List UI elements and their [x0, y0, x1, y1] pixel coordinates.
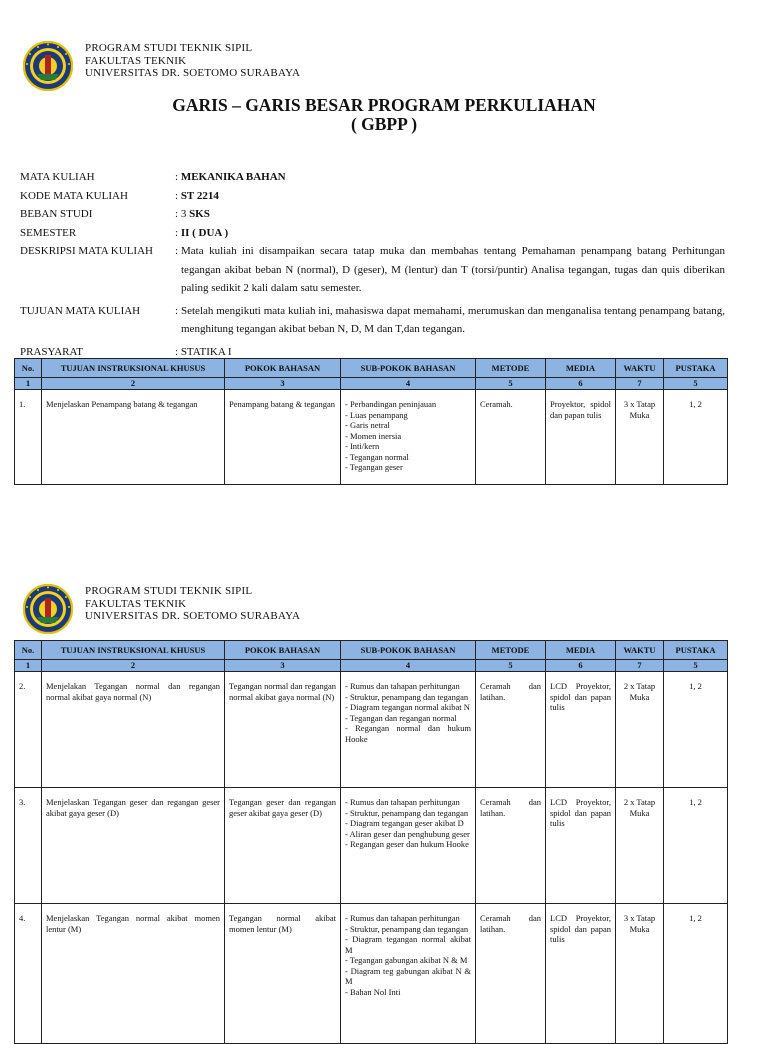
row-time: 3 x Tatap Muka: [616, 390, 664, 485]
subtopic-item: - Inti/kern: [345, 441, 380, 451]
row-number: 2.: [15, 672, 42, 788]
column-number-row: [15, 660, 728, 672]
col-num: 2: [42, 378, 225, 390]
table-body-page2: [15, 672, 728, 1044]
col-num: 7: [616, 378, 664, 390]
table-row: [15, 904, 728, 1044]
row-objective: Menjelakan Tegangan normal dan regangan normal akibat gaya normal (N): [42, 672, 225, 788]
subtopic-item: - Bahan Nol Inti: [345, 986, 401, 997]
course-code-label: KODE MATA KULIAH: [20, 189, 128, 202]
col-num: 2: [42, 660, 225, 672]
row-subtopics: [341, 904, 476, 1044]
column-number-row: [15, 378, 728, 390]
semester-row: [20, 224, 725, 243]
subtopic-item: - Tegangan normal: [345, 451, 409, 462]
row-topic: Tegangan normal akibat momen lentur (M): [225, 904, 341, 1044]
header-metode: METODE: [476, 641, 546, 660]
header-waktu: WAKTU: [616, 641, 664, 660]
subtopic-item: - Diagram teg gabungan akibat N & M: [345, 965, 471, 986]
institution-university: UNIVERSITAS DR. SOETOMO SURABAYA: [85, 610, 301, 622]
subtopic-item: - Rumus dan tahapan perhitungan: [345, 797, 460, 807]
row-topic: Penampang batang & tegangan: [225, 390, 341, 485]
header-pustaka: PUSTAKA: [664, 359, 728, 378]
description-label: DESKRIPSI MATA KULIAH: [20, 245, 153, 257]
subtopic-item: - Tegangan dan regangan normal: [345, 712, 457, 723]
header-pokok: POKOK BAHASAN: [225, 641, 341, 660]
subtopic-item: - Rumus dan tahapan perhitungan: [345, 681, 460, 691]
prerequisite-value: : STATIKA I: [175, 345, 232, 358]
objective-row: [20, 302, 725, 339]
subtopic-item: - Momen inersia: [345, 430, 402, 441]
col-num: 5: [476, 378, 546, 390]
col-num: 3: [225, 378, 341, 390]
semester-label: SEMESTER: [20, 226, 77, 239]
header-no: No.: [15, 641, 42, 660]
col-num: 3: [225, 660, 341, 672]
row-number: 3.: [15, 788, 42, 904]
title-line-1: GARIS – GARIS BESAR PROGRAM PERKULIAHAN: [172, 95, 596, 115]
institution-block: [85, 585, 300, 623]
row-objective: Menjelaskan Tegangan normal akibat momen lentur (M): [42, 904, 225, 1044]
row-objective: Menjelaskan Penampang batang & tegangan: [42, 390, 225, 485]
row-media: LCD Proyektor, spidol dan papan tulis: [546, 904, 616, 1044]
semester-value: : II ( DUA ): [175, 226, 229, 239]
institution-block: [85, 42, 300, 80]
table-row: [15, 788, 728, 904]
institution-faculty: FAKULTAS TEKNIK: [85, 54, 187, 67]
row-topic: Tegangan geser dan regangan geser akibat gaya geser (D): [225, 788, 341, 904]
header-metode: METODE: [476, 359, 546, 378]
course-code-value: : ST 2214: [175, 189, 219, 202]
course-name-label: MATA KULIAH: [20, 171, 95, 183]
study-load-value: : 3 SKS: [175, 208, 210, 220]
col-num: 4: [341, 378, 476, 390]
description-row: [20, 242, 725, 298]
subtopic-item: - Struktur, penampang dan tegangan: [345, 691, 469, 702]
course-name-value: : MEKANIKA BAHAN: [175, 171, 286, 183]
row-time: 2 x Tatap Muka: [616, 788, 664, 904]
course-code-row: [20, 187, 725, 206]
objective-colon: :: [175, 304, 179, 317]
subtopic-item: - Diagram tegangan normal akibat N: [345, 702, 470, 712]
study-load-label: BEBAN STUDI: [20, 208, 93, 220]
study-load-row: [20, 205, 725, 224]
description-value: Mata kuliah ini disampaikan secara tatap muka dan membahas tentang Pemahaman penampang batang Perhitungan tegangan akibat beban N (normal), D (geser), M (lentur) dan T (torsi/puntir) Analisa tegangan, tugas dan quis diberikan paling sedikit 2 kali dalam satu semester.: [181, 245, 725, 294]
header-pokok: POKOK BAHASAN: [225, 359, 341, 378]
col-num: 7: [616, 660, 664, 672]
row-method: Ceramah dan latihan.: [476, 672, 546, 788]
row-media: Proyektor, spidol dan papan tulis: [546, 390, 616, 485]
header-tik: TUJUAN INSTRUKSIONAL KHUSUS: [42, 359, 225, 378]
objective-value: Setelah mengikuti mata kuliah ini, mahasiswa dapat memahami, merumuskan dan menganalisa tentang penampang batang, menghitung tegangan akibat beban N, D, M dan T,dan tegangan.: [181, 304, 725, 335]
row-number: 1.: [15, 390, 42, 485]
table-body-page1: [15, 390, 728, 485]
subtopic-item: - Aliran geser dan penghubung geser: [345, 828, 470, 839]
subtopic-item: - Tegangan geser: [345, 462, 403, 472]
row-reference: 1, 2: [664, 672, 728, 788]
row-time: 3 x Tatap Muka: [616, 904, 664, 1044]
row-reference: 1, 2: [664, 904, 728, 1044]
university-logo-seal: [22, 583, 74, 635]
header-tik: TUJUAN INSTRUKSIONAL KHUSUS: [42, 641, 225, 660]
subtopic-item: - Struktur, penampang dan tegangan: [345, 923, 469, 934]
row-reference: 1, 2: [664, 788, 728, 904]
row-time: 2 x Tatap Muka: [616, 672, 664, 788]
subtopic-item: - Diagram tegangan normal akibat M: [345, 934, 471, 955]
subtopic-item: - Perbandingan peninjauan: [345, 399, 437, 409]
description-colon: :: [175, 245, 179, 257]
page2-header: [22, 583, 300, 635]
col-num: 6: [546, 378, 616, 390]
subtopic-item: - Struktur, penampang dan tegangan: [345, 807, 469, 818]
row-topic: Tegangan normal dan regangan normal akibat gaya normal (N): [225, 672, 341, 788]
subtopic-item: - Garis netral: [345, 420, 390, 430]
col-num: 5: [664, 378, 728, 390]
page1-header: [22, 40, 300, 92]
header-no: No.: [15, 359, 42, 378]
row-media: LCD Proyektor, spidol dan papan tulis: [546, 788, 616, 904]
subtopic-item: - Luas penampang: [345, 409, 408, 420]
table-header-row: [15, 641, 728, 660]
header-sub-pokok: SUB-POKOK BAHASAN: [341, 359, 476, 378]
col-num: 4: [341, 660, 476, 672]
institution-program: PROGRAM STUDI TEKNIK SIPIL: [85, 42, 253, 54]
gbpp-table-page2: [14, 640, 728, 1044]
row-subtopics: [341, 788, 476, 904]
header-sub-pokok: SUB-POKOK BAHASAN: [341, 641, 476, 660]
row-media: LCD Proyektor, spidol dan papan tulis: [546, 672, 616, 788]
university-logo-seal: [22, 40, 74, 92]
row-number: 4.: [15, 904, 42, 1044]
header-media: MEDIA: [546, 641, 616, 660]
table-row: [15, 390, 728, 485]
subtopic-item: - Regangan normal dan hukum Hooke: [345, 723, 471, 744]
row-subtopics: [341, 390, 476, 485]
gbpp-table-page1: [14, 358, 728, 485]
row-objective: Menjelaskan Tegangan geser dan regangan geser akibat gaya geser (D): [42, 788, 225, 904]
col-num: 5: [664, 660, 728, 672]
row-method: Ceramah dan latihan.: [476, 788, 546, 904]
row-method: Ceramah.: [476, 390, 546, 485]
subtopic-item: - Regangan geser dan hukum Hooke: [345, 839, 469, 849]
table-header-row: [15, 359, 728, 378]
objective-label: TUJUAN MATA KULIAH: [20, 304, 141, 317]
row-reference: 1, 2: [664, 390, 728, 485]
subtopic-item: - Rumus dan tahapan perhitungan: [345, 913, 460, 923]
subtopic-item: - Tegangan gabungan akibat N & M: [345, 955, 468, 965]
col-num: 1: [15, 378, 42, 390]
col-num: 6: [546, 660, 616, 672]
institution-program: PROGRAM STUDI TEKNIK SIPIL: [85, 585, 253, 597]
col-num: 1: [15, 660, 42, 672]
header-pustaka: PUSTAKA: [664, 641, 728, 660]
document-title: [0, 96, 768, 134]
row-subtopics: [341, 672, 476, 788]
institution-faculty: FAKULTAS TEKNIK: [85, 597, 187, 610]
course-name-row: [20, 168, 725, 187]
institution-university: UNIVERSITAS DR. SOETOMO SURABAYA: [85, 67, 301, 79]
prerequisite-label: PRASYARAT: [20, 345, 83, 358]
header-waktu: WAKTU: [616, 359, 664, 378]
header-media: MEDIA: [546, 359, 616, 378]
col-num: 5: [476, 660, 546, 672]
subtopic-item: - Diagram tegangan geser akibat D: [345, 818, 464, 828]
row-method: Ceramah dan latihan.: [476, 904, 546, 1044]
course-info: [20, 168, 725, 361]
title-line-2: ( GBPP ): [350, 114, 418, 134]
table-row: [15, 672, 728, 788]
